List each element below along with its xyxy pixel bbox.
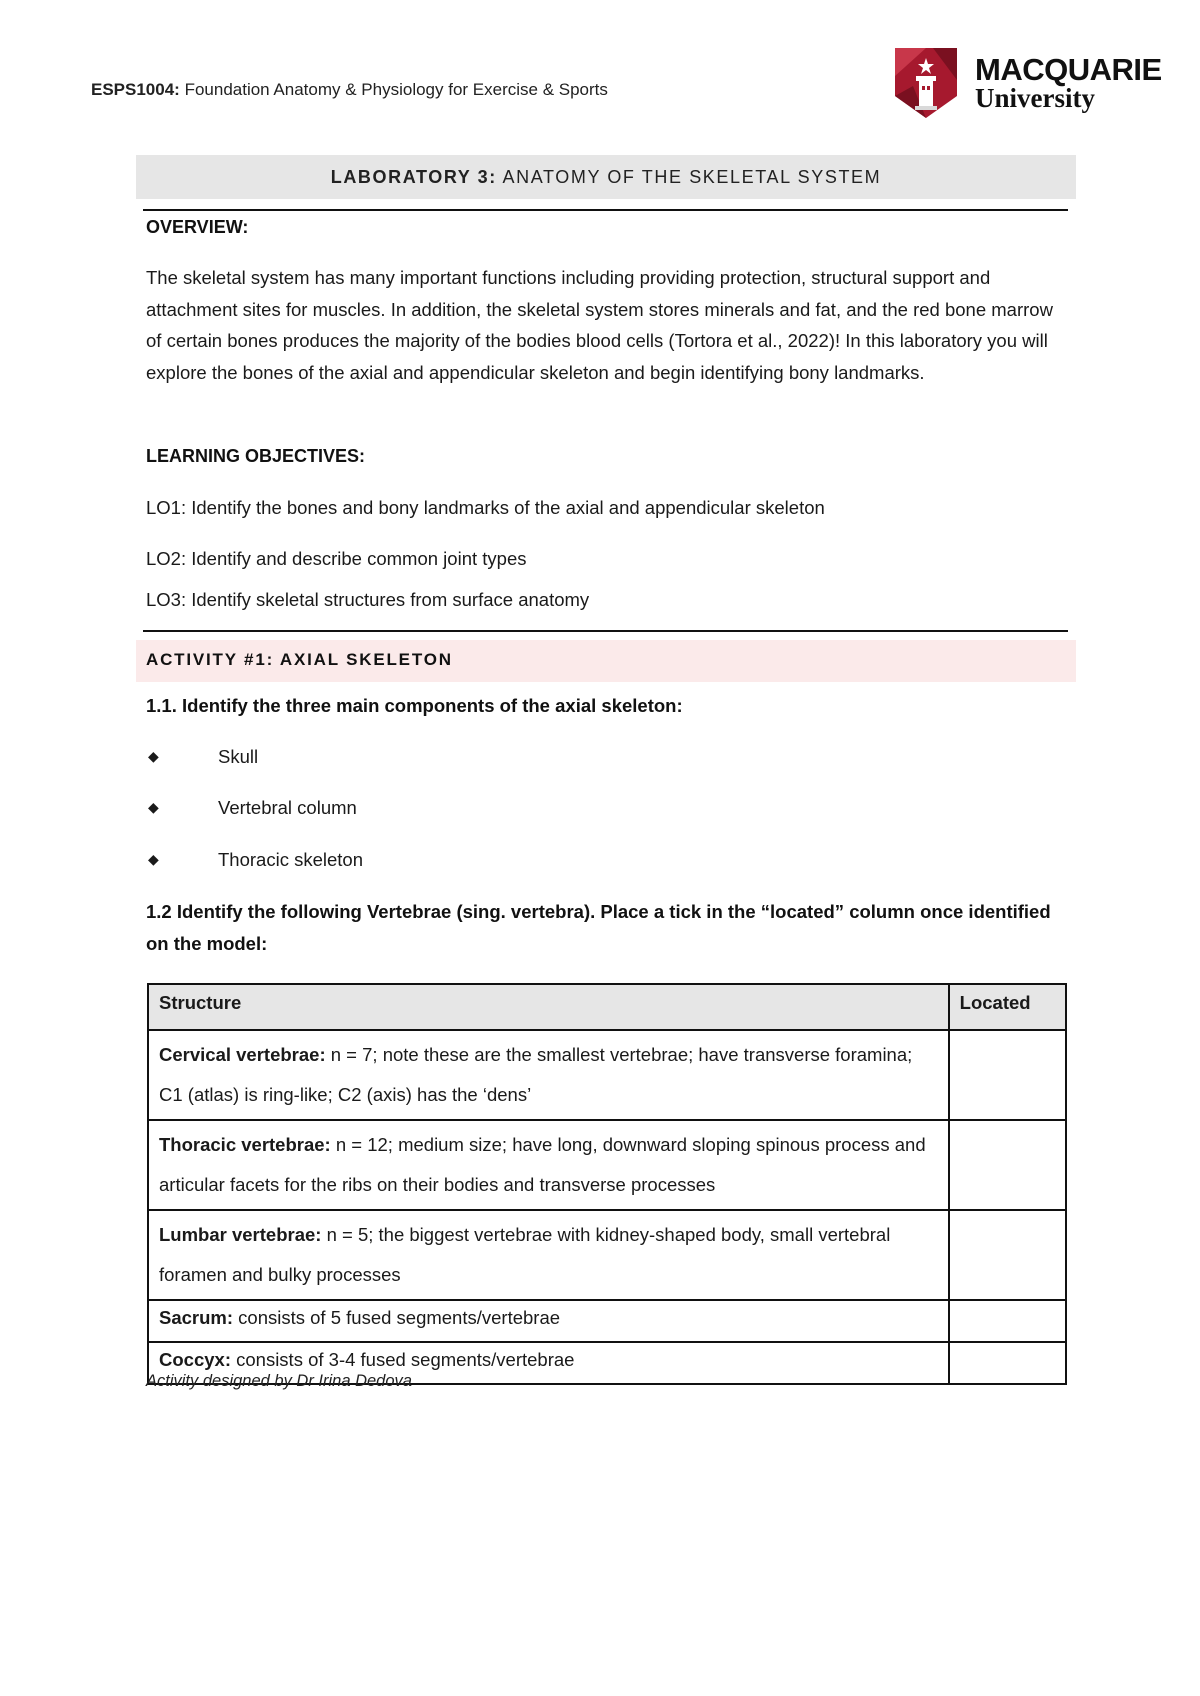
component-vertebral-column: Vertebral column [218, 797, 357, 818]
structure-cell [148, 1210, 949, 1300]
objective-1: LO1: Identify the bones and bony landmarks of the axial and appendicular skeleton [146, 497, 825, 518]
col-located: Located [949, 984, 1066, 1030]
activity-heading-band [136, 640, 1076, 682]
lab-topic: ANATOMY OF THE SKELETAL SYSTEM [496, 167, 882, 187]
located-checkbox-cell[interactable] [949, 1210, 1066, 1300]
activity-credit: Activity designed by Dr Irina Dedova [146, 1372, 412, 1390]
logo-line-1: MACQUARIE [975, 52, 1162, 87]
logo-line-2: University [975, 83, 1095, 113]
component-thoracic-skeleton: Thoracic skeleton [218, 849, 363, 870]
table-row [148, 1030, 1066, 1120]
logo-wordmark [975, 54, 1162, 112]
structure-name: Lumbar vertebrae: [159, 1224, 322, 1245]
lab-label: LABORATORY 3: [330, 167, 497, 187]
lighthouse-crest-icon [893, 46, 967, 120]
vertebrae-table [147, 983, 1067, 1385]
table-row [148, 1300, 1066, 1342]
structure-name: Thoracic vertebrae: [159, 1134, 331, 1155]
bullet-icon: ◆ [148, 799, 159, 815]
structure-desc: n = 5; the biggest vertebrae with kidney-shaped body, small vertebral foramen and bulky processes [159, 1224, 891, 1285]
component-skull: Skull [218, 746, 259, 767]
course-name: Foundation Anatomy & Physiology for Exercise & Sports [179, 80, 608, 99]
lab-title-band [136, 155, 1076, 199]
bullet-icon: ◆ [148, 748, 159, 764]
structure-cell [148, 1300, 949, 1342]
table-row [148, 1210, 1066, 1300]
table-header-row [148, 984, 1066, 1030]
structure-desc: consists of 3-4 fused segments/vertebrae [230, 1349, 575, 1370]
activity-heading: ACTIVITY #1: AXIAL SKELETON [146, 650, 453, 669]
divider-activity [143, 630, 1068, 632]
macquarie-logo [893, 46, 1162, 120]
located-checkbox-cell[interactable] [949, 1120, 1066, 1210]
structure-name: Sacrum: [159, 1307, 234, 1328]
overview-heading: OVERVIEW: [146, 217, 249, 237]
located-checkbox-cell[interactable] [949, 1030, 1066, 1120]
bullet-icon: ◆ [148, 851, 159, 867]
structure-name: Coccyx: [159, 1349, 231, 1370]
col-structure: Structure [148, 984, 949, 1030]
structure-desc: n = 12; medium size; have long, downward sloping spinous process and articular facets for the ribs on their bodies and transverse processes [159, 1134, 926, 1195]
structure-cell [148, 1120, 949, 1210]
course-header [91, 80, 608, 100]
structure-desc: n = 7; note these are the smallest vertebrae; have transverse foramina; C1 (atlas) is ring-like; C2 (axis) has the ‘dens’ [159, 1044, 913, 1105]
structure-cell [148, 1030, 949, 1120]
objectives-heading: LEARNING OBJECTIVES: [146, 446, 366, 466]
course-code: ESPS1004: [91, 80, 180, 99]
objective-2: LO2: Identify and describe common joint types [146, 548, 527, 569]
structure-desc: consists of 5 fused segments/vertebrae [233, 1307, 561, 1328]
objective-3: LO3: Identify skeletal structures from surface anatomy [146, 589, 590, 610]
question-1-1: 1.1. Identify the three main components of the axial skeleton: [146, 695, 683, 716]
structure-name: Cervical vertebrae: [159, 1044, 326, 1065]
overview-text: The skeletal system has many important functions including providing protection, structural support and attachment sites for muscles. In addition, the skeletal system stores minerals and fat, and the red bone marrow of certain bones produces the majority of the bodies blood cells (Tortora et al., 2022)! In this laboratory you will explore the bones of the axial and appendicular skeleton and begin identifying bony landmarks. [146, 267, 1053, 383]
located-checkbox-cell[interactable] [949, 1342, 1066, 1384]
question-1-2: 1.2 Identify the following Vertebrae (sing. vertebra). Place a tick in the “located” column once identified on the model: [146, 901, 1051, 954]
located-checkbox-cell[interactable] [949, 1300, 1066, 1342]
table-row [148, 1120, 1066, 1210]
divider-top [143, 209, 1068, 211]
